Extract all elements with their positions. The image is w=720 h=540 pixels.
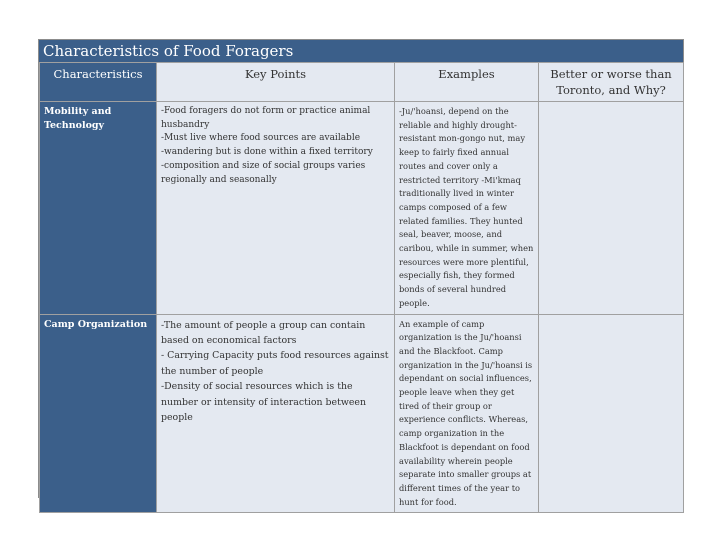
column-header-examples: Examples bbox=[395, 63, 539, 102]
key-point: -wandering but is done within a fixed territory bbox=[161, 147, 373, 158]
key-point: - Carrying Capacity puts food resources against the number of people bbox=[161, 350, 389, 377]
row-label-mobility: Mobility and Technology bbox=[40, 102, 157, 315]
column-header-characteristics: Characteristics bbox=[40, 63, 157, 102]
better-or-worse-cell bbox=[539, 314, 684, 513]
characteristics-table bbox=[39, 62, 684, 513]
better-or-worse-cell bbox=[539, 102, 684, 315]
key-point: -Density of social resources which is the number or intensity of interaction between people bbox=[161, 381, 366, 423]
examples-cell: -Ju/'hoansi, depend on the reliable and highly drought-resistant mon-gongo nut, may keep to fairly fixed annual routes and cover only a restricted territory -Mi'kmaq traditionally lived in winter camps composed of a few related families. They hunted seal, beaver, moose, and caribou, while in summer, when resources were more plentiful, especially fish, they formed bonds of several hundred people. bbox=[395, 102, 539, 315]
key-point: -Food foragers do not form or practice animal husbandry bbox=[161, 106, 371, 130]
key-point: -Must live where food sources are available bbox=[161, 133, 361, 144]
key-point: -The amount of people a group can contain based on economical factors bbox=[161, 319, 366, 346]
key-point: -composition and size of social groups varies regionally and seasonally bbox=[161, 160, 366, 185]
header-row bbox=[40, 63, 684, 102]
table-row bbox=[40, 102, 684, 315]
key-points-cell bbox=[157, 102, 395, 315]
row-label-camp-organization: Camp Organization bbox=[40, 314, 157, 513]
forager-table bbox=[38, 39, 684, 507]
table-row bbox=[40, 314, 684, 513]
table-title: Characteristics of Food Foragers bbox=[39, 40, 683, 62]
key-points-cell bbox=[157, 314, 395, 513]
column-header-key-points: Key Points bbox=[157, 63, 395, 102]
column-header-better-or-worse: Better or worse than Toronto, and Why? bbox=[539, 63, 684, 102]
examples-cell: An example of camp organization is the Ju/'hoansi and the Blackfoot. Camp organization in the Ju/'hoansi is dependant on social influences, people leave when they get tired of their group or experience conflicts. Whereas, camp organization in the Blackfoot is dependant on food availability wherein people separate into smaller groups at different times of the year to hunt for food. bbox=[395, 314, 539, 513]
